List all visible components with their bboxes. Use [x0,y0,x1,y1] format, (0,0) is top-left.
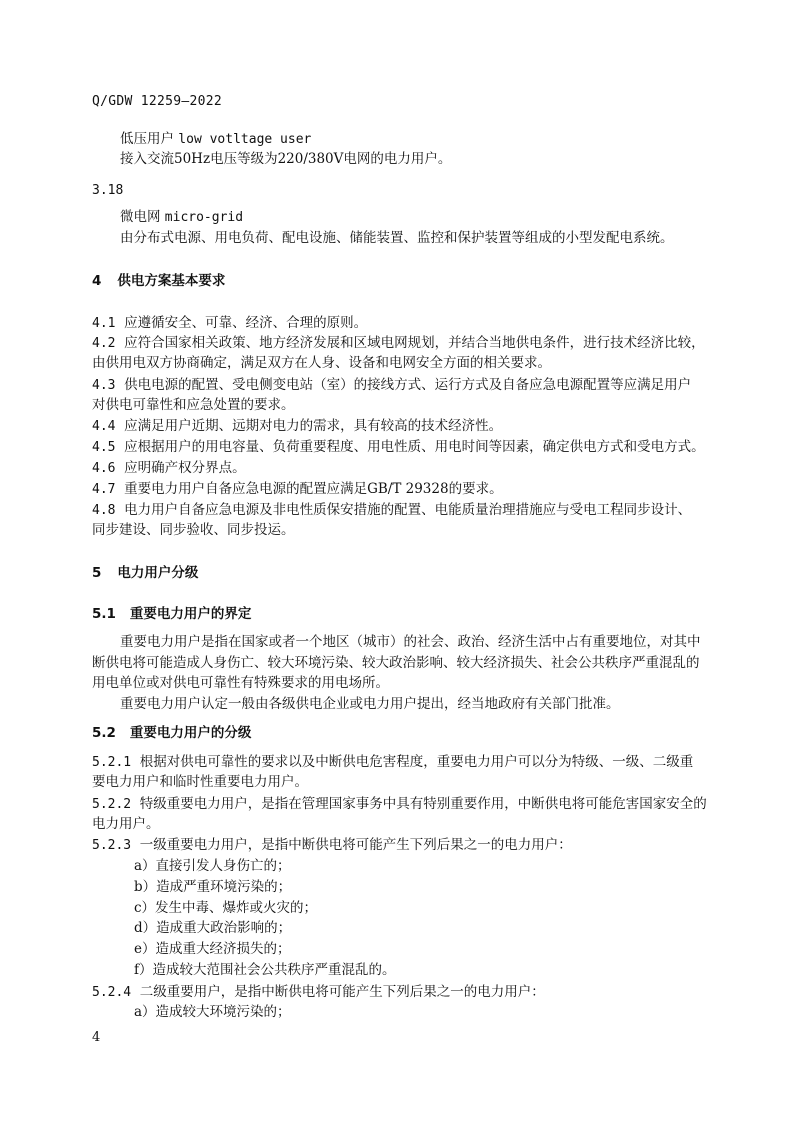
clause-text: 重要电力用户自备应急电源的配置应满足GB/T 29328的要求。 [124,481,503,497]
clause-number: 4.7 [92,482,116,497]
term-317-definition: 接入交流50Hz电压等级为220/380V电网的电力用户。 [120,151,452,167]
clause-4-3-continued: 对供电可靠性和应急处置的要求。 [92,397,295,413]
term-318-definition: 由分布式电源、用电负荷、配电设施、储能装置、监控和保护装置等组成的小型发配电系统。 [120,230,674,246]
list-item: b）造成严重环境污染的； [134,879,292,895]
term-317 [120,129,311,150]
clause-text: 电力用户自备应急电源及非电性质保安措施的配置、电能质量治理措施应与受电工程同步设计、 [124,502,692,518]
paragraph-5-1-line-2: 断供电将可能造成人身伤亡、较大环境污染、较大政治影响、较大经济损失、社会公共秩序严重混乱的 [92,655,700,671]
clause-number: 4.1 [92,316,116,331]
paragraph-5-1-line-3: 用电单位或对供电可靠性有特殊要求的用电场所。 [92,675,389,691]
list-item: c）发生中毒、爆炸或火灾的； [134,900,318,916]
clause-4-5 [92,437,705,458]
clause-text: 一级重要电力用户，是指中断供电将可能产生下列后果之一的电力用户： [139,837,572,853]
term-318-english: micro-grid [164,210,244,225]
clause-number: 5.2.4 [92,985,132,1000]
clause-4-7 [92,479,503,500]
subsection-number: 5.1 [92,606,116,622]
list-item: a）直接引发人身伤亡的； [134,858,291,874]
clause-number: 4.8 [92,503,116,518]
clause-5-2-2-continued: 电力用户。 [92,816,160,832]
section-5-title: 电力用户分级 [117,565,199,581]
term-318-name: 微电网 [120,209,161,225]
document-code-header: Q/GDW 12259—2022 [92,94,223,109]
list-item: e）造成重大经济损失的； [134,941,291,957]
clause-number: 4.6 [92,461,116,476]
clause-4-3 [92,375,691,396]
subsection-title: 重要电力用户的界定 [129,606,252,622]
clause-text: 应明确产权分界点。 [124,460,246,476]
list-item: f）造成较大范围社会公共秩序严重混乱的。 [134,962,396,978]
clause-number: 5.2.3 [92,838,132,853]
clause-number: 5.2.1 [92,755,132,770]
clause-number: 4.3 [92,378,116,393]
list-item: d）造成重大政治影响的； [134,920,292,936]
clause-4-2 [92,333,705,354]
clause-number: 4.2 [92,336,116,351]
clause-text: 应符合国家相关政策、地方经济发展和区域电网规划，并结合当地供电条件，进行技术经济比较， [124,335,705,351]
clause-5-2-3 [92,835,572,856]
clause-4-8 [92,500,691,521]
paragraph-5-1-second: 重要电力用户认定一般由各级供电企业或电力用户提出，经当地政府有关部门批准。 [120,696,620,712]
subsection-title: 重要电力用户的分级 [129,725,252,741]
clause-4-6 [92,458,246,479]
clause-text: 应根据用户的用电容量、负荷重要程度、用电性质、用电时间等因素，确定供电方式和受电方式。 [124,439,705,455]
clause-5-2-2 [92,794,707,815]
clause-4-8-continued: 同步建设、同步验收、同步投运。 [92,522,295,538]
section-5-heading [92,563,198,583]
clause-text: 二级重要用户，是指中断供电将可能产生下列后果之一的电力用户： [139,984,545,1000]
subsection-number: 5.2 [92,725,116,741]
subsection-5-2-heading [92,723,251,743]
section-5-number: 5 [92,565,102,581]
clause-number: 4.5 [92,440,116,455]
list-item: a）造成较大环境污染的； [134,1004,291,1020]
clause-number: 4.4 [92,419,116,434]
clause-5-2-4 [92,982,545,1003]
section-4-heading [92,271,225,291]
paragraph-5-1-line-1: 重要电力用户是指在国家或者一个地区（城市）的社会、政治、经济生活中占有重要地位，对其中 [120,634,701,650]
clause-text: 应满足用户近期、远期对电力的需求，具有较高的技术经济性。 [124,418,503,434]
term-317-english: low votltage user [178,132,312,147]
page-number: 4 [92,1030,101,1045]
clause-5-2-1 [92,752,693,773]
term-318-number: 3.18 [92,183,124,198]
term-317-name: 低压用户 [120,131,174,147]
subsection-5-1-heading [92,604,251,624]
clause-text: 供电电源的配置、受电侧变电站（室）的接线方式、运行方式及自备应急电源配置等应满足用户 [124,377,692,393]
section-4-title: 供电方案基本要求 [117,273,226,289]
clause-text: 根据对供电可靠性的要求以及中断供电危害程度，重要电力用户可以分为特级、一级、二级重 [139,754,694,770]
clause-number: 5.2.2 [92,797,132,812]
clause-text: 应遵循安全、可靠、经济、合理的原则。 [124,315,368,331]
clause-4-4 [92,416,502,437]
clause-4-2-continued: 由供用电双方协商确定，满足双方在人身、设备和电网安全方面的相关要求。 [92,355,551,371]
term-318 [120,207,243,228]
section-4-number: 4 [92,273,102,289]
clause-4-1 [92,313,367,334]
clause-text: 特级重要电力用户，是指在管理国家事务中具有特别重要作用，中断供电将可能危害国家安全的 [139,796,707,812]
clause-5-2-1-continued: 要电力用户和临时性重要电力用户。 [92,774,308,790]
